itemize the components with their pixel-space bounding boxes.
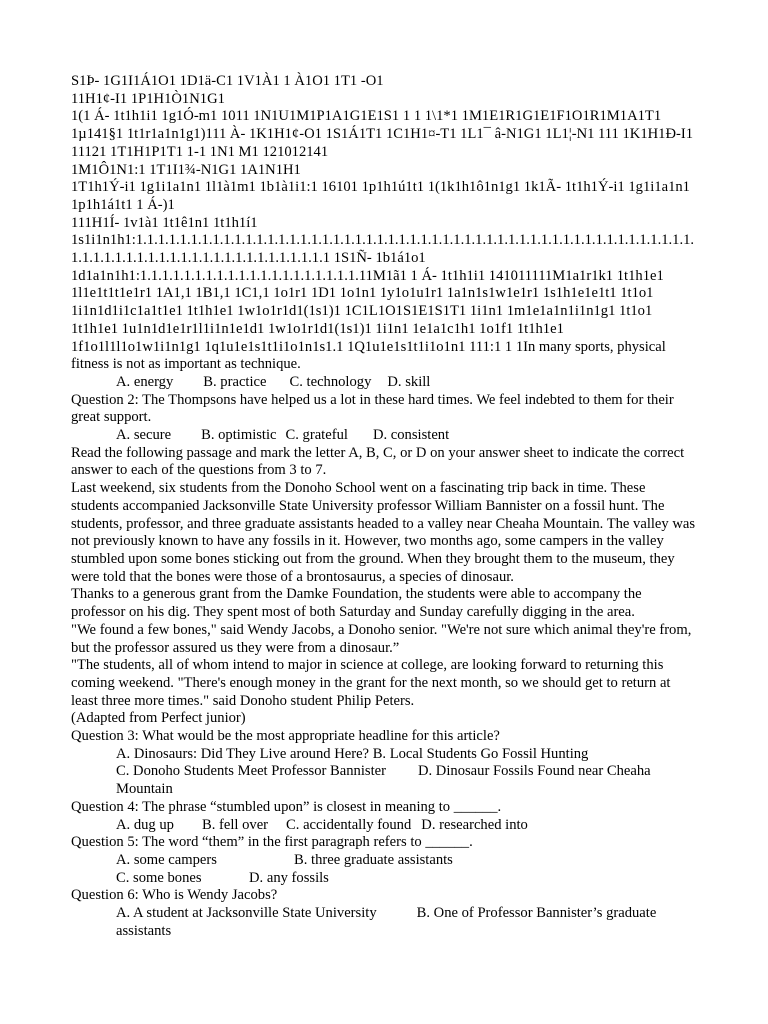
question-5-option-b: B. three graduate assistants — [294, 851, 453, 868]
question-1-option-a: A. energy — [116, 373, 174, 390]
question-4-option-a: A. dug up — [116, 816, 174, 833]
garbled-header-line-1: S1Þ- 1G1I1Á1O1 1D1ä-C1 1V1À1 1 À1O1 1T1 -O1 — [71, 73, 384, 89]
question-1-option-b: B. practice — [203, 373, 267, 390]
question-2-option-a: A. secure — [116, 427, 172, 444]
question-2-option-c: C. grateful — [285, 427, 348, 444]
question-3-options-row-1 — [71, 746, 696, 764]
garbled-header-line-5: 1T1h1Ý-i1 1g1i1a1n1 1l1à1m1 1b1à1i1:1 16101 1p1h1ú1t1 1(1k1h1ô1n1g1 1k1Ã- 1t1h1Ý-i1 1g1i1a1n1 1p1h1á1t1 1 Á-)1 — [71, 179, 690, 213]
passage-source: (Adapted from Perfect junior) — [71, 710, 246, 727]
question-3-option-a: A. Dinosaurs: Did They Live around Here? — [116, 745, 370, 762]
question-3-option-d: D. Dinosaur Fossils Found near Cheaha Mountain — [116, 763, 651, 798]
question-6-option-a: A. A student at Jacksonville State University — [116, 905, 377, 922]
reading-instruction: Read the following passage and mark the letter A, B, C, or D on your answer sheet to indicate the correct answer to each of the questions from 3 to 7. — [71, 444, 685, 479]
garbled-instruction-and-question-1: 1s1i1n1h1:1.1.1.1.1.1.1.1.1.1.1.1.1.1.1.1.1.1.1.1.1.1.1.1.1.1.1.1.1.1.1.1.1.1.1.1.1.1.1.1.1.1.1.1.1.1.1.1.1.1.1.1.1.1.1.1.1.1.1.1.1.1.1.1.1.1.1.1.1.1.1.1.1.1.1 1S1Ñ- 1b1á1o1 1d1a1n1h1:1.1.1.1.1.1.1.1.1.1.1.1.1.1.1.1.1.1.1.1.11M1ã1 1 Á- 1t1h1i1 141011111M1a1r1k1 1t1h1e1 1l1e1t1t1e1r1 1A1,1 1B1,1 1C1,1 1o1r1 1D1 1o1n1 1y1o1u1r1 1a1n1s1w1e1r1 1s1h1e1e1t1 1t1o1 1i1n1d1i1c1a1t1e1 1t1h1e1 1w1o1r1d1(1s1)1 1C1L1O1S1E1S1T1 1i1n1 1m1e1a1n1i1n1g1 1t1o1 1t1h1e1 1u1n1d1e1r1l1i1n1e1d1 1w1o1r1d1(1s1)1 1i1n1 1e1a1c1h1 1o1f1 1t1h1e1 1f1o1l1l1o1w1i1n1g1 1q1u1e1s1t1i1o1n1s1.1 1Q1u1e1s1t1i1o1n1 111:1 1 1In many sports, physical fitness is not as important as technique. — [71, 232, 695, 373]
question-2-options — [71, 427, 696, 445]
question-3-option-b: B. Local Students Go Fossil Hunting — [372, 745, 589, 762]
question-1-option-c: C. technology — [289, 373, 372, 390]
question-5-option-c: C. some bones — [116, 869, 202, 886]
garbled-header-line-4: 1M1Ô1N1:1 1T1I1¾-N1G1 1A1N1H1 — [71, 161, 301, 178]
passage-paragraph-3: "We found a few bones," said Wendy Jacobs, a Donoho senior. "We're not sure which animal they're from, but the professor assured us they were from a dinosaur.” — [71, 621, 692, 656]
question-2-option-d: D. consistent — [372, 427, 450, 444]
question-4-option-d: D. researched into — [421, 816, 528, 833]
question-1-options — [71, 374, 696, 392]
question-4-option-b: B. fell over — [201, 816, 269, 833]
question-5-options-row-1 — [71, 852, 696, 870]
question-1-option-d: D. skill — [387, 373, 431, 390]
garbled-header-line-6: 111H1Í- 1v1à1 1t1ê1n1 1t1h1í1 — [71, 214, 258, 231]
question-3-stem: Question 3: What would be the most appropriate headline for this article? — [71, 728, 500, 745]
question-5-options-row-2 — [71, 870, 696, 888]
question-3-options-row-2 — [71, 763, 696, 798]
question-3-option-c: C. Donoho Students Meet Professor Bannister — [116, 763, 386, 780]
question-6-option-b: B. One of Professor Bannister’s graduate assistants — [116, 905, 657, 939]
garbled-header-line-3: 1(1 Á- 1t1h1i1 1g1Ó-m1 1011 1N1U1M1P1A1G1E1S1 1 1 1\1*1 1M1E1R1G1E1F1O1R1M1A1T1 1µ141§1 1t1r1a1n1g1)111 À- 1K1H1¢-O1 1S1Á1T1 1C1H1¤-T1 1L1¯ â-N1G1 1L1¦-N1 111 1K1H1Ð-I1 11121 1T1H1P1T1 1-1 1N1 M1 121012141 — [71, 108, 694, 160]
question-4-options — [71, 817, 696, 835]
question-5-option-a: A. some campers — [116, 851, 217, 868]
passage-paragraph-4: "The students, all of whom intend to major in science at college, are looking forward to returning this coming weekend. "There's enough money in the grant for the next month, so we should get to return at least three more times." said Donoho student Philip Peters. — [71, 657, 671, 709]
question-2-stem: Question 2: The Thompsons have helped us a lot in these hard times. We feel indebted to them for their great support. — [71, 391, 674, 426]
document-page — [71, 73, 696, 940]
question-4-stem: Question 4: The phrase “stumbled upon” is closest in meaning to ______. — [71, 798, 502, 815]
question-5-option-d: D. any fossils — [249, 869, 329, 886]
question-4-option-c: C. accidentally found — [286, 816, 412, 833]
question-6-stem: Question 6: Who is Wendy Jacobs? — [71, 887, 278, 904]
passage-paragraph-1: Last weekend, six students from the Donoho School went on a fascinating trip back in time. These students accompanied Jacksonville State University professor William Bannister on a fossil hunt. The students, professor, and three graduate assistants headed to a valley near Cheaha Mountain. The valley was not previously known to have any fossils in it. However, two months ago, some campers in the valley stumbled upon some bones sticking out from the ground. When they brought them to the museum, they were told that the bones were those of a brontosaurus, a species of dinosaur. — [71, 480, 696, 585]
question-6-options-row-1 — [71, 905, 696, 940]
passage-paragraph-2: Thanks to a generous grant from the Damke Foundation, the students were able to accompany the professor on his dig. They spent most of both Saturday and Sunday carefully digging in the area. — [71, 586, 642, 621]
garbled-header-line-2: 11H1¢-I1 1P1H1Ò1N1G1 — [71, 90, 225, 107]
question-2-option-b: B. optimistic — [201, 427, 277, 444]
question-5-stem: Question 5: The word “them” in the first paragraph refers to ______. — [71, 834, 473, 851]
